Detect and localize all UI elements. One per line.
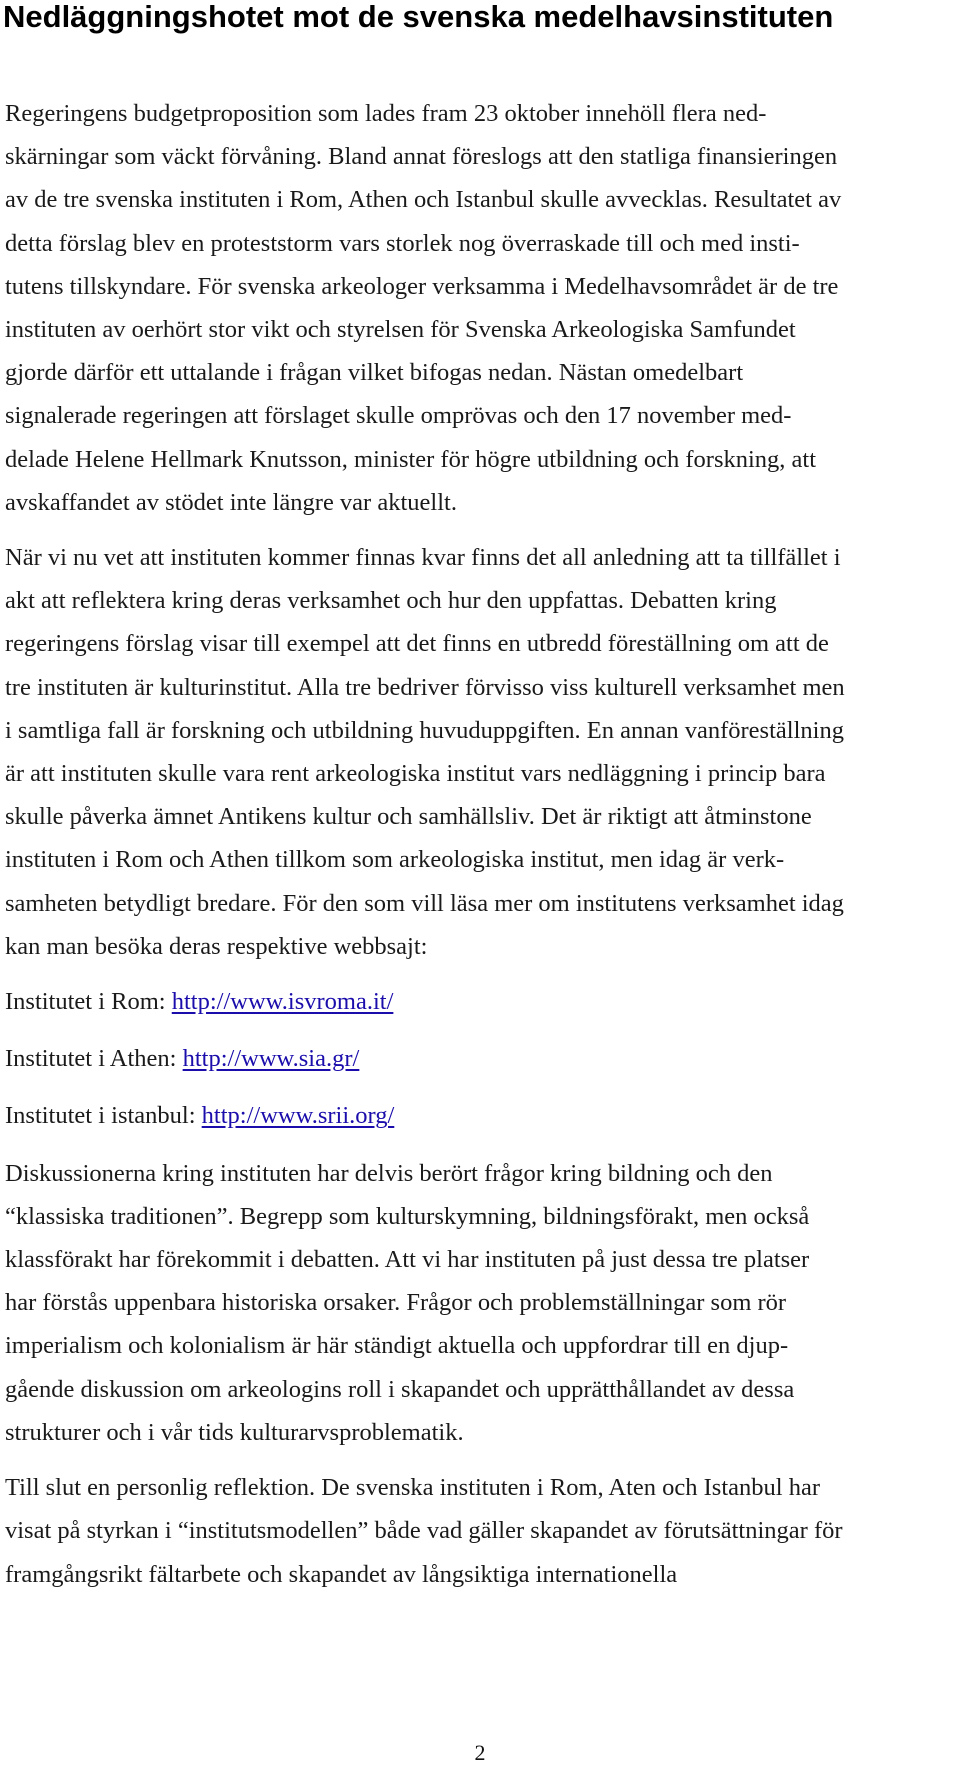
text-line: regeringens förslag visar till exempel att det finns en utbredd föreställning om att de [5, 630, 829, 658]
text-line: skulle påverka ämnet Antikens kultur och samhällsliv. Det är riktigt att åtminstone [5, 803, 812, 831]
text-line: i samtliga fall är forskning och utbildning huvuduppgiften. En annan vanföreställning [5, 716, 844, 744]
text-line: tre instituten är kulturinstitut. Alla tre bedriver förvisso viss kulturell verksamhet men [5, 673, 845, 701]
link-isvroma[interactable]: http://www.isvroma.it/ [171, 988, 394, 1016]
text-line: framgångsrikt fältarbete och skapandet av långsiktiga internationella [5, 1560, 678, 1588]
text-line: instituten i Rom och Athen tillkom som arkeologiska institut, men idag är verk- [5, 846, 785, 874]
link-line-athens [5, 1037, 955, 1080]
text-line: När vi nu vet att instituten kommer finnas kvar finns det all anledning att ta tillfället i [5, 544, 841, 572]
text-line: avskaffandet av stödet inte längre var aktuellt. [5, 488, 457, 516]
link-sia[interactable]: http://www.sia.gr/ [182, 1045, 360, 1073]
text-line: tutens tillskyndare. För svenska arkeologer verksamma i Medelhavsområdet är de tre [5, 272, 839, 300]
text-line: instituten av oerhört stor vikt och styrelsen för Svenska Arkeologiska Samfundet [5, 316, 796, 344]
text-line: gående diskussion om arkeologins roll i skapandet och upprätthållandet av dessa [5, 1375, 795, 1403]
page-number: 2 [474, 1740, 486, 1765]
paragraph-classical-tradition [5, 1152, 955, 1454]
link-srii[interactable]: http://www.srii.org/ [201, 1102, 395, 1130]
text-line: av de tre svenska instituten i Rom, Athen och Istanbul skulle avvecklas. Resultatet av [5, 186, 842, 214]
link-line-istanbul [5, 1094, 955, 1137]
text-line: “klassiska traditionen”. Begrepp som kulturskymning, bildningsförakt, men också [5, 1202, 810, 1230]
link-label: Institutet i istanbul: [5, 1102, 202, 1130]
text-line: Diskussionerna kring instituten har delvis berört frågor kring bildning och den [5, 1159, 773, 1187]
link-label: Institutet i Rom: [5, 988, 172, 1016]
page-title: Nedläggningshotet mot de svenska medelhavsinstituten [3, 0, 834, 34]
text-line: Till slut en personlig reflektion. De svenska instituten i Rom, Aten och Istanbul har [5, 1474, 820, 1502]
text-line: samheten betydligt bredare. För den som vill läsa mer om institutens verksamhet idag [5, 889, 844, 917]
text-line: Regeringens budgetproposition som lades fram 23 oktober innehöll flera ned- [5, 100, 767, 127]
text-line: strukturer och i vår tids kulturarvsproblematik. [5, 1418, 464, 1446]
text-line: visat på styrkan i “institutsmodellen” både vad gäller skapandet av förutsättningar för [5, 1517, 843, 1545]
text-line: imperialism och kolonialism är här ständigt aktuella och uppfordrar till en djup- [5, 1332, 789, 1360]
paragraph-budget-proposal [5, 92, 955, 524]
text-line: skärningar som väckt förvåning. Bland annat föreslogs att den statliga finansieringen [5, 143, 838, 171]
paragraph-institute-activities [5, 536, 955, 968]
text-line: gjorde därför ett uttalande i frågan vilket bifogas nedan. Nästan omedelbart [5, 359, 744, 387]
text-line: detta förslag blev en proteststorm vars storlek nog överraskade till och med insti- [5, 229, 800, 257]
link-line-rome [5, 980, 955, 1023]
link-label: Institutet i Athen: [5, 1045, 183, 1073]
document-body [5, 92, 955, 1608]
text-line: signalerade regeringen att förslaget skulle omprövas och den 17 november med- [5, 402, 792, 430]
text-line: klassförakt har förekommit i debatten. Att vi har instituten på just dessa tre platser [5, 1246, 810, 1274]
text-line: akt att reflektera kring deras verksamhet och hur den uppfattas. Debatten kring [5, 587, 777, 615]
text-line: är att instituten skulle vara rent arkeologiska institut vars nedläggning i princip bara [5, 760, 826, 788]
text-line: har förstås uppenbara historiska orsaker. Frågor och problemställningar som rör [5, 1289, 787, 1317]
text-line: delade Helene Hellmark Knutsson, minister för högre utbildning och forskning, att [5, 445, 817, 473]
text-line: kan man besöka deras respektive webbsajt: [5, 932, 428, 960]
paragraph-personal-reflection [5, 1466, 955, 1596]
